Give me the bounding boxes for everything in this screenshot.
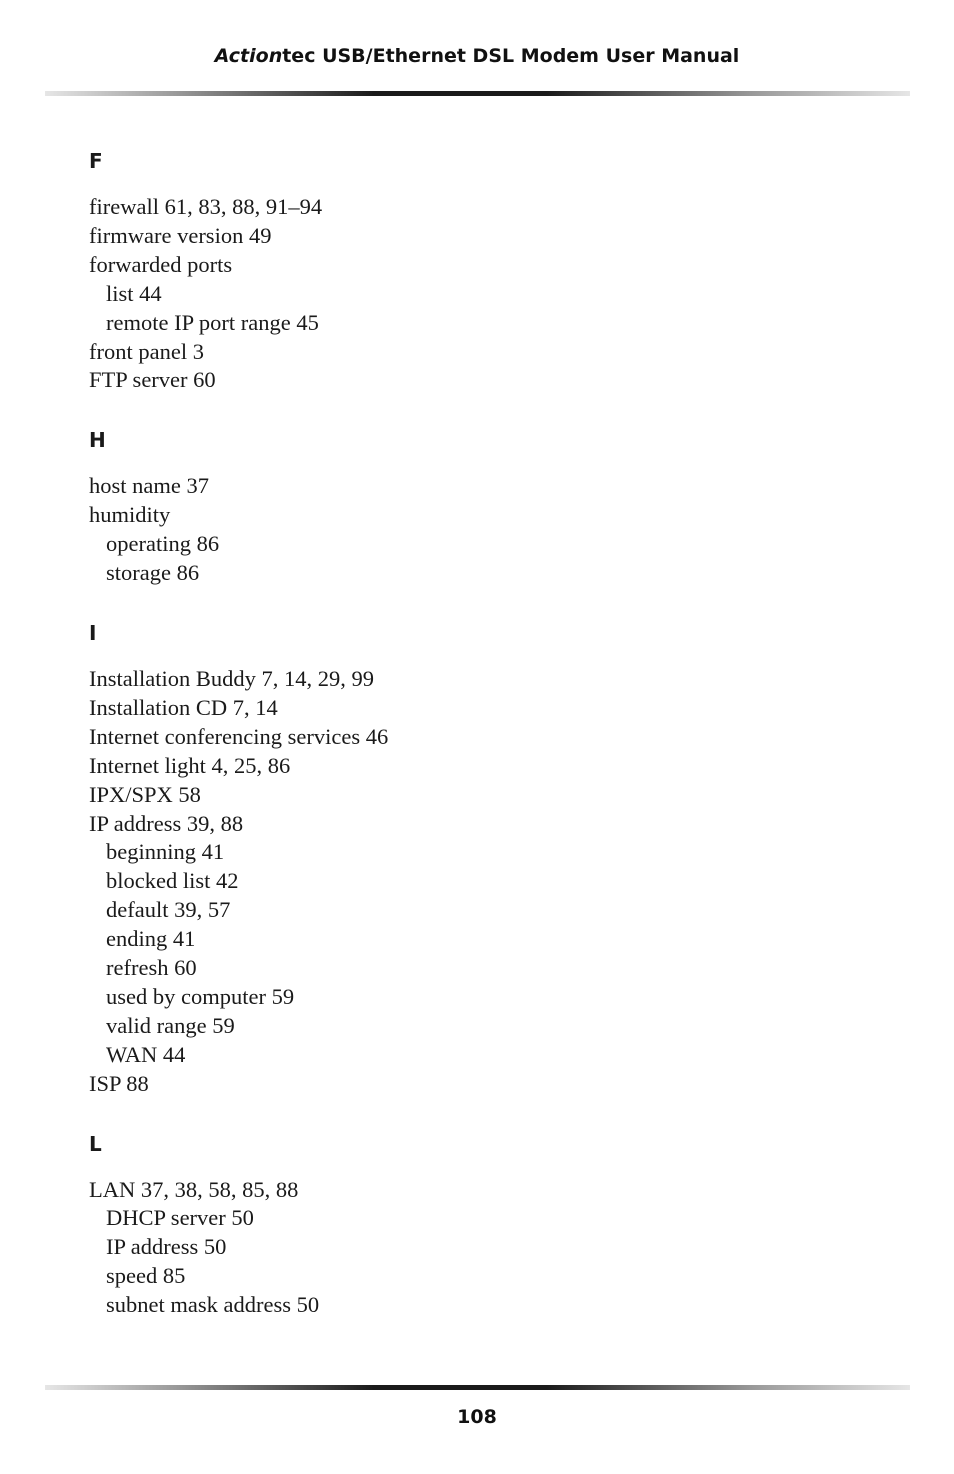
index-subentry: beginning 41 xyxy=(106,839,225,865)
index-section xyxy=(89,619,889,1099)
index-entry: humidity xyxy=(89,502,171,528)
index-subentry: IP address 50 xyxy=(106,1234,227,1260)
index-subentry: subnet mask address 50 xyxy=(106,1292,320,1318)
index-content xyxy=(89,147,889,1351)
index-subentry: blocked list 42 xyxy=(106,868,239,894)
index-entry: firewall 61, 83, 88, 91–94 xyxy=(89,194,323,219)
footer-rule xyxy=(45,1385,910,1390)
index-entry: host name 37 xyxy=(89,473,209,499)
index-subentry: list 44 xyxy=(106,280,162,306)
page-number: 108 xyxy=(457,1406,497,1428)
index-entry: firmware version 49 xyxy=(89,222,272,248)
index-section xyxy=(89,426,889,588)
index-entry: Internet light 4, 25, 86 xyxy=(89,752,291,778)
index-subentry: operating 86 xyxy=(106,531,220,557)
index-entry: IPX/SPX 58 xyxy=(89,781,201,807)
index-entry: IP address 39, 88 xyxy=(89,810,244,836)
index-entry: FTP server 60 xyxy=(89,367,216,393)
section-letter: I xyxy=(89,620,97,645)
header-title: tec USB/Ethernet DSL Modem User Manual xyxy=(282,45,740,67)
index-subentry: default 39, 57 xyxy=(106,897,231,923)
index-subentry: remote IP port range 45 xyxy=(106,309,319,335)
index-subentry: used by computer 59 xyxy=(106,983,295,1009)
index-entry: Internet conferencing services 46 xyxy=(89,723,389,749)
index-subentry: storage 86 xyxy=(106,560,200,586)
index-section xyxy=(89,147,889,395)
index-entry: forwarded ports xyxy=(89,251,233,277)
index-entry: Installation Buddy 7, 14, 29, 99 xyxy=(89,665,374,691)
index-subentry: ending 41 xyxy=(106,926,196,952)
page-header xyxy=(0,45,954,67)
index-subentry: refresh 60 xyxy=(106,955,197,981)
index-entry: ISP 88 xyxy=(89,1070,149,1096)
index-subentry: DHCP server 50 xyxy=(106,1205,254,1231)
index-entry: LAN 37, 38, 58, 85, 88 xyxy=(89,1176,299,1202)
index-subentry: speed 85 xyxy=(106,1263,186,1289)
index-entry: front panel 3 xyxy=(89,338,204,364)
index-entry: Installation CD 7, 14 xyxy=(89,694,278,720)
header-brand: Action xyxy=(214,45,283,67)
section-letter: L xyxy=(89,1131,102,1156)
index-section xyxy=(89,1130,889,1321)
section-letter: H xyxy=(89,428,106,453)
header-rule xyxy=(45,91,910,96)
index-subentry: valid range 59 xyxy=(106,1012,235,1038)
section-letter: F xyxy=(89,149,103,173)
index-subentry: WAN 44 xyxy=(106,1041,186,1067)
